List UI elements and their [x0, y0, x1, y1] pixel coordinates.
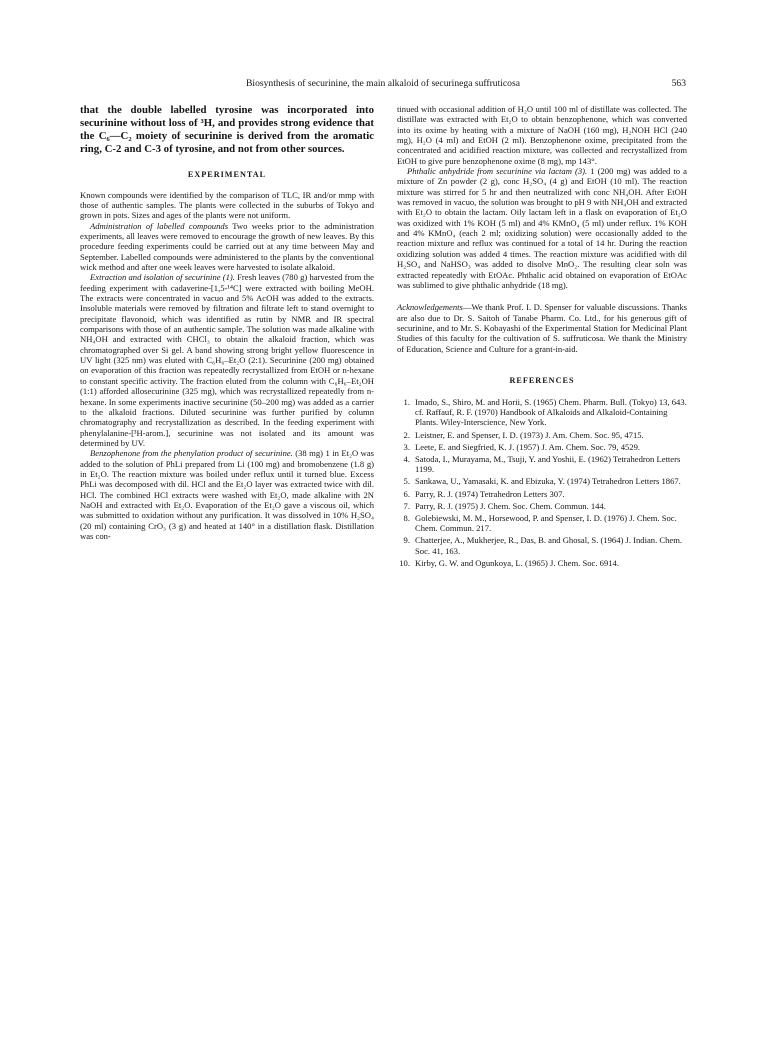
references-heading: REFERENCES: [509, 375, 575, 385]
reference-number: 9.: [403, 535, 410, 546]
reference-item: [397, 535, 687, 555]
reference-item: [397, 454, 687, 474]
reference-number: 5.: [403, 476, 410, 487]
running-title: Biosynthesis of securinine, the main alkaloid of securinega suffruticosa: [246, 78, 520, 89]
reference-number: 6.: [403, 488, 410, 499]
running-header: [80, 78, 686, 92]
reference-item: [397, 397, 687, 428]
right-column: [397, 104, 687, 570]
section-heading-experimental: EXPERIMENTAL: [187, 169, 267, 179]
paragraph-administration: [80, 221, 374, 273]
reference-text: Kirby, G. W. and Ogunkoya, L. (1965) J. Chem. Soc. 6914.: [415, 557, 620, 568]
reference-text: Parry, R. J. (1974) Tetrahedron Letters 307.: [415, 488, 565, 499]
acknowledgements-text: —We thank Prof. I. D. Spenser for valuable discussions. Thanks are also due to Dr. S. Saitoh of Tanabe Pharm. Co. Ltd., for his generous gift of securinine, and to Mr. S. Kobayashi of the Experimental Station for Medicinal Plant Studies of this faculty for the cultivation of S. suffruticosa. We thank the Ministry of Education, Science and Culture for a grant-in-aid.: [397, 302, 687, 354]
reference-text: Leete, E. and Siegfried, K. J. (1957) J. Am. Chem. Soc. 79, 4529.: [415, 441, 641, 452]
paragraph-text: Fresh leaves (780 g) harvested from the feeding experiment with cadaverine-[1,5-¹⁴C] were extracted with boiling MeOH. The extracts were concentrated in vacuo and 5% AcOH was added to the extracts. Insoluble materials were removed by filtration and filtrate left to stand overnight to precipitate flavonoid, which was identified as rutin by NMR and IR spectral comparisons with those of an authentic sample. The solution was made alkaline with NH₄OH and extracted with CHCl₃ to obtain the alkaloid fraction, which was chromatographed over Si gel. A band showing strong bright yellow fluorescence in UV light (325 nm) was eluted with C₆H₆–Et₂O (2:1). Securinine (200 mg) obtained on evaporation of this fraction was repeatedly recrystallized from EtOH or n-hexane to constant specific activity. The fraction eluted from the column with C₆H₆–Et₂OH (1:1) afforded allosecurinine (325 mg), which was recrystallized repeatedly from n-hexane. In some experiments inactive securinine (50–200 mg) was added as a carrier to the alkaloid fractions. Diluted securinine was further purified by column chromatography and recrystallization as described. In the feeding experiment with phenylalanine-[³H-arom.], securinine was not isolated and its amount was determined by UV.: [80, 272, 374, 448]
paragraph-known-compounds: [80, 190, 374, 221]
reference-item: [397, 513, 687, 533]
lead-paragraph: that the double labelled tyrosine was incorporated into securinine without loss of ³H, and provides strong evidence that the C₆—C₂ moiety of securinine is derived from the aromatic ring, C-2 and C-3 of tyrosine, and not from other sources.: [80, 104, 374, 155]
reference-text: Chatterjee, A., Mukherjee, R., Das, B. and Ghosal, S. (1964) J. Indian. Chem. Soc. 41, 163.: [415, 535, 683, 556]
paragraph-extraction: [80, 272, 374, 448]
paragraph-text: (38 mg) 1 in Et₂O was added to the solution of PhLi prepared from Li (100 mg) and bromobenzene (1.8 g) in Et₂O. The reaction mixture was boiled under reflux until it turned blue. Excess PhLi was decomposed with dil. HCl and the Et₂O layer was extracted twice with dil. HCl. The combined HCl extracts were washed with Et₂O, made alkaline with 2N NaOH and extracted with Et₂O. Evaporation of the Et₂O gave a viscous oil, which was submitted to oxidation without any purification. It was dissolved in 10% H₂SO₄ (20 ml) containing CrO₃ (3 g) and heated at 140° in a distillation flask. Distillation was con-: [80, 448, 374, 541]
reference-number: 4.: [403, 453, 410, 464]
reference-number: 1.: [403, 396, 410, 407]
paragraph-phthalic: [397, 166, 687, 290]
acknowledgements: [397, 302, 687, 354]
reference-text: Golebiewski, M. M., Horsewood, P. and Spenser, I. D. (1976) J. Chem. Soc. Chem. Commun. 217.: [415, 512, 677, 534]
paragraph-benzophenone: [80, 448, 374, 541]
paragraph-runin-heading: Extraction and isolation of securinine (1).: [90, 272, 235, 283]
paragraph-runin-heading: Phthalic anhydride from securinine via lactam (3).: [407, 166, 588, 177]
reference-text: Satoda, I., Murayama, M., Tsuji, Y. and Yoshii, E. (1962) Tetrahedron Letters 1199.: [415, 453, 681, 475]
reference-item: [397, 476, 687, 486]
reference-number: 8.: [403, 512, 410, 523]
reference-item: [397, 489, 687, 499]
reference-item: [397, 501, 687, 511]
reference-item: [397, 558, 687, 568]
reference-text: Imado, S., Shiro, M. and Horii, S. (1965) Chem. Pharm. Bull. (Tokyo) 13, 643. cf. Raffauf, R. F. (1970) Handbook of Alkaloids and Alkaloid-Containing Plants. Wiley-Interscience, New York.: [415, 396, 687, 428]
acknowledgements-heading: Acknowledgements: [397, 302, 463, 313]
reference-number: 10.: [399, 557, 410, 568]
paragraph-runin-heading: Administration of labelled compounds: [90, 220, 229, 231]
reference-number: 7.: [403, 500, 410, 511]
paragraph-continued: [397, 104, 687, 166]
paragraph-runin-heading: Benzophenone from the phenylation product of securinine.: [90, 448, 293, 459]
reference-list: [397, 397, 687, 568]
reference-item: [397, 430, 687, 440]
paragraph-text: Two weeks prior to the administration experiments, all leaves were removed to encourage the growth of new leaves. By this procedure feeding experiments could be carried out at any time between May and September. Labelled compounds were administered to the plants by the conventional wick method and after one week leaves were harvested to isolate alkaloid.: [80, 220, 374, 273]
page-number: 563: [671, 78, 686, 89]
reference-text: Leistner, E. and Spenser, I. D. (1973) J. Am. Chem. Soc. 95, 4715.: [415, 429, 644, 440]
reference-number: 2.: [403, 429, 410, 440]
reference-text: Parry, R. J. (1975) J. Chem. Soc. Chem. Commun. 144.: [415, 500, 606, 511]
reference-text: Sankawa, U., Yamasaki, K. and Ebizuka, Y. (1974) Tetrahedron Letters 1867.: [415, 476, 681, 487]
reference-item: [397, 442, 687, 452]
left-column: [80, 104, 374, 541]
reference-number: 3.: [403, 441, 410, 452]
paragraph-text: 1 (200 mg) was added to a mixture of Zn powder (2 g), conc H₂SO₄ (4 g) and EtOH (10 ml). The reaction mixture was stirred for 5 hr and then neutralized with conc NH₄OH. After EtOH was removed in vacuo, the solution was brought to pH 9 with NH₄OH and extracted with Et₂O to obtain the lactam. Oily lactam left in a flask on evaporation of Et₂O was oxidized with 1% KOH (5 ml) and 4% KMnO₄ (5 ml) under reflux. 1% KOH and 4% KMnO₄ (each 2 ml; oxidizing solution) were occasionally added to the reaction mixture and reflux was continued for a total of 14 hr. During the reaction oxidizing solution was added 4 times. The reaction mixture was acidified with dil H₂SO₄ and NaHSO₃ was added to disolve MnO₂. The resulting clear soln was extracted repeatedly with EtOAc. Phthalic acid obtained on evaporation of EtOAc was sublimed to give phthalic anhydride (18 mg).: [397, 166, 687, 290]
paragraph-text: tinued with occasional addition of H₂O until 100 ml of distillate was collected. The distillate was extracted with Et₂O to obtain benzophenone, which was converted into its oxime by heating with a mixture of NaOH (160 mg), H₂NOH HCl (240 mg), H₂O (4 ml) and EtOH (2 ml). Benzophenone oxime, precipitated from the concentrated and acidified reaction mixture, was collected and recrystallized from EtOH to give pure benzophenone oxime (8 mg), mp 143°.: [397, 104, 687, 166]
paragraph-text: Known compounds were identified by the comparison of TLC, IR and/or mmp with those of authentic samples. The plants were collected in the suburbs of Tokyo and grown in pots. Sizes and ages of the plants were not uniform.: [80, 189, 374, 221]
